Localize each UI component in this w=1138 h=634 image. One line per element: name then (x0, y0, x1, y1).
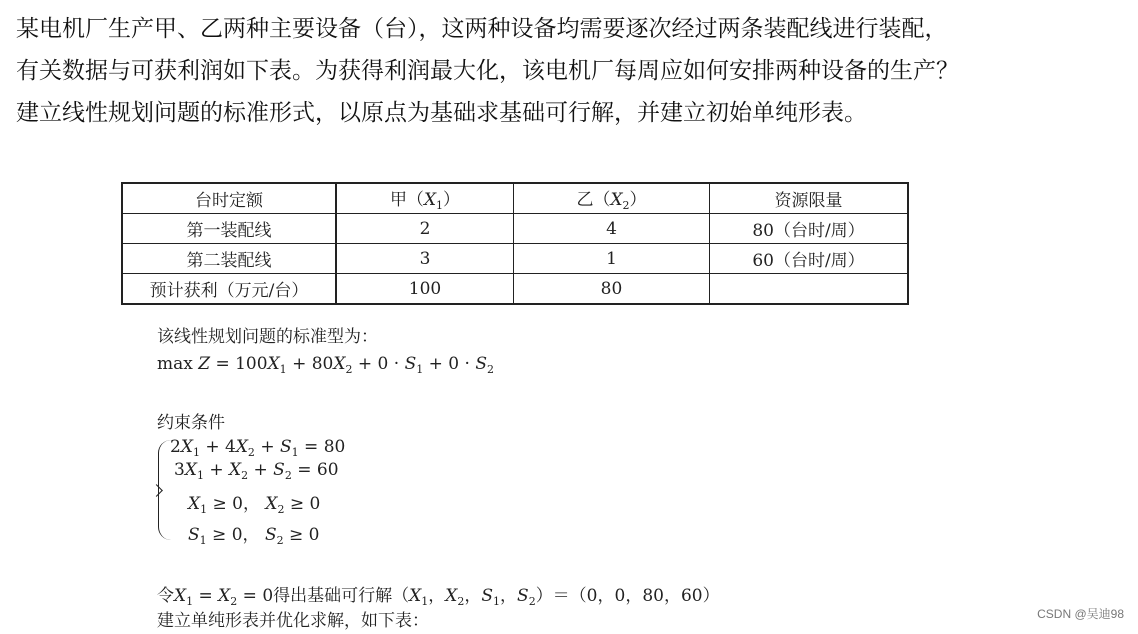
constraint-3: $X_1 \ge 0$， $X_2 \ge 0$ (188, 494, 321, 516)
table-cell: 60（台时/周） (710, 244, 909, 274)
table-cell: 80 (514, 274, 710, 305)
constraint-4: $S_1 \ge 0$， $S_2 \ge 0$ (188, 525, 320, 547)
header-cell: 资源限量 (710, 183, 909, 214)
table-row (122, 214, 908, 244)
table-cell: 1 (514, 244, 710, 274)
problem-line-3: 建立线性规划问题的标准形式，以原点为基础求基础可行解，并建立初始单纯形表。 (16, 100, 867, 126)
table-cell: 第一装配线 (122, 214, 336, 244)
table-cell: 第二装配线 (122, 244, 336, 274)
problem-line-2: 有关数据与可获利润如下表。为获得利润最大化，该电机厂每周应如何安排两种设备的生产？ (16, 58, 959, 84)
header-cell: 台时定额 (122, 183, 336, 214)
header-cell: 甲$(X_1)$ (336, 183, 514, 214)
table-row (122, 274, 908, 305)
table-cell: 80（台时/周） (710, 214, 909, 244)
standard-form-label: 该线性规划问题的标准型为： (157, 327, 378, 347)
table-cell: 100 (336, 274, 514, 305)
table-cell: 3 (336, 244, 514, 274)
constraints-label: 约束条件 (157, 413, 225, 433)
table-cell (710, 274, 909, 305)
problem-line-1: 某电机厂生产甲、乙两种主要设备（台），这两种设备均需要逐次经过两条装配线进行装配， (16, 16, 948, 42)
constraint-2: $3X_1 + X_2 + S_2 = 60$ (174, 460, 339, 482)
problem-statement (16, 8, 1126, 134)
table-header-row (122, 183, 908, 214)
objective-function: $\max Z = 100X_1 + 80X_2 + 0 \cdot S_1 + 0 \cdot S_2$ (157, 354, 494, 376)
final-line: 建立单纯形表并优化求解，如下表： (157, 611, 429, 631)
table-cell: 2 (336, 214, 514, 244)
table-row (122, 244, 908, 274)
watermark: CSDN @吴迪98 (1037, 607, 1124, 621)
header-cell: 乙$(X_2)$ (514, 183, 710, 214)
constraint-1: $2X_1 + 4X_2 + S_1 = 80$ (170, 437, 346, 459)
table-cell: 4 (514, 214, 710, 244)
data-table (121, 182, 909, 305)
basic-solution-line: 令$X_1 = X_2 = 0$得出基础可行解（$X_1$，$X_2$，$S_1$，$S_2)=(0$，0，80，60） (157, 586, 720, 608)
table-cell: 预计获利（万元/台） (122, 274, 336, 305)
